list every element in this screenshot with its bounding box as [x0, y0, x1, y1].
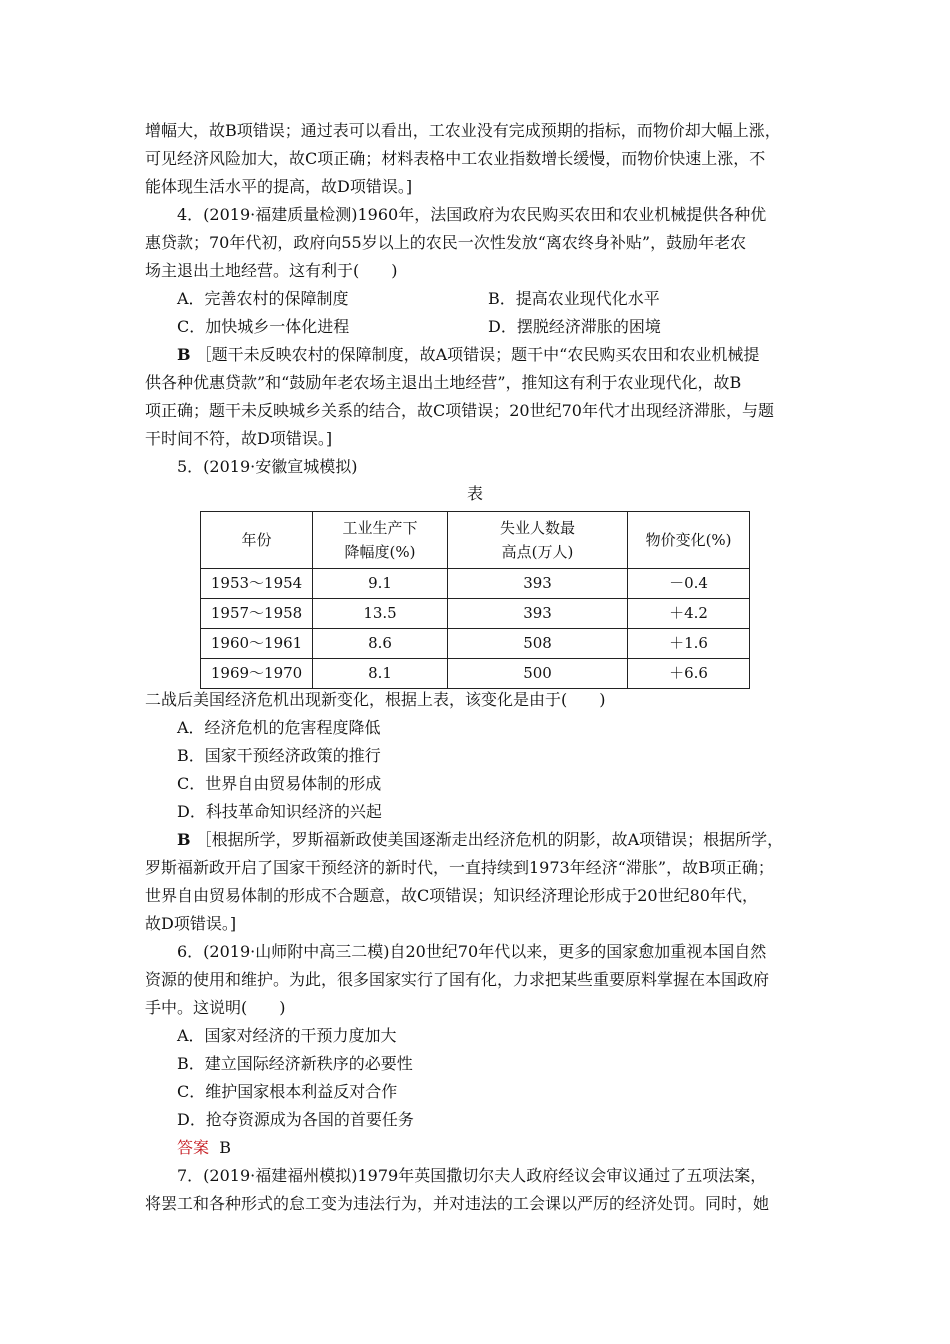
table-cell: 1969～1970 [201, 659, 313, 689]
table-cell: ＋1.6 [628, 629, 750, 659]
table-cell: 393 [447, 599, 627, 629]
table-cell: －0.4 [628, 569, 750, 599]
q4-option-b: B．提高农业现代化水平 [488, 289, 660, 308]
table-cell: 1953～1954 [201, 569, 313, 599]
table-cell: 1960～1961 [201, 629, 313, 659]
q6-option-c: C．维护国家根本利益反对合作 [177, 1082, 398, 1101]
table-cell: 13.5 [313, 599, 448, 629]
table-header-row [201, 512, 750, 569]
q6-stem: 手中。这说明( ) [145, 998, 286, 1017]
q4-option-a: A．完善农村的保障制度 [177, 289, 349, 308]
table-row [201, 599, 750, 629]
table-cell: 9.1 [313, 569, 448, 599]
table-cell: 8.1 [313, 659, 448, 689]
q6-answer: B [219, 1138, 231, 1157]
q4-stem: 4．(2019·福建质量检测)1960年，法国政府为农民购买农田和农业机械提供各种优 [177, 205, 767, 224]
q6-stem: 资源的使用和维护。为此，很多国家实行了国有化，力求把某些重要原料掌握在本国政府 [145, 970, 770, 989]
q5-answer: B [177, 830, 191, 849]
q4-answer: B [177, 345, 191, 364]
table-cell: ＋4.2 [628, 599, 750, 629]
table-cell: 1957～1958 [201, 599, 313, 629]
q4-stem: 惠贷款；70年代初，政府向55岁以上的农民一次性发放“离农终身补贴”，鼓励年老农 [145, 233, 747, 252]
q6-answer-line [177, 1134, 231, 1162]
q5-option-d: D．科技革命知识经济的兴起 [177, 802, 382, 821]
q5-analysis: 罗斯福新政开启了国家干预经济的新时代，一直持续到1973年经济“滞胀”，故B项正确； [145, 858, 774, 877]
data-table [200, 511, 750, 689]
q5-stem: 5．(2019·安徽宣城模拟) [177, 457, 358, 476]
q6-option-a: A．国家对经济的干预力度加大 [177, 1026, 397, 1045]
q6-option-d: D．抢夺资源成为各国的首要任务 [177, 1110, 414, 1129]
table-header-cell: 失业人数最 高点(万人) [447, 512, 627, 569]
q4-stem: 场主退出土地经营。这有利于( ) [145, 261, 398, 280]
text-line: 能体现生活水平的提高，故D项错误。] [145, 177, 413, 196]
table-cell: ＋6.6 [628, 659, 750, 689]
q5-option-a: A．经济危机的危害程度降低 [177, 718, 381, 737]
table-row [201, 659, 750, 689]
q5-analysis [177, 826, 783, 854]
text-line: 增幅大，故B项错误；通过表可以看出，工农业没有完成预期的指标，而物价却大幅上涨， [145, 121, 781, 140]
q5-analysis: 故D项错误。] [145, 914, 237, 933]
answer-label: 答案 [177, 1138, 210, 1157]
q5-option-c: C．世界自由贸易体制的形成 [177, 774, 382, 793]
table-cell: 8.6 [313, 629, 448, 659]
q5-analysis-text: ［根据所学，罗斯福新政使美国逐渐走出经济危机的阴影，故A项错误；根据所学， [195, 830, 784, 849]
q6-option-b: B．建立国际经济新秩序的必要性 [177, 1054, 413, 1073]
text-line: 可见经济风险加大，故C项正确；材料表格中工农业指数增长缓慢，而物价快速上涨，不 [145, 149, 766, 168]
q4-analysis: 干时间不符，故D项错误。] [145, 429, 333, 448]
q4-option-d: D．摆脱经济滞胀的困境 [488, 317, 661, 336]
q4-option-row [177, 285, 349, 313]
q4-analysis [177, 341, 759, 369]
q4-analysis: 供各种优惠贷款”和“鼓励年老农场主退出土地经营”，推知这有利于农业现代化，故B [145, 373, 742, 392]
q5-question: 二战后美国经济危机出现新变化，根据上表，该变化是由于( ) [145, 690, 606, 709]
table-header-cell: 工业生产下 降幅度(%) [313, 512, 448, 569]
q5-analysis: 世界自由贸易体制的形成不合题意，故C项错误；知识经济理论形成于20世纪80年代， [145, 886, 758, 905]
q7-stem: 7．(2019·福建福州模拟)1979年英国撒切尔夫人政府经议会审议通过了五项法案， [177, 1166, 767, 1185]
table-row [201, 569, 750, 599]
q4-option-c: C．加快城乡一体化进程 [177, 317, 350, 336]
table-row [201, 629, 750, 659]
table-title: 表 [466, 484, 483, 503]
table-cell: 393 [447, 569, 627, 599]
q6-stem: 6．(2019·山师附中高三二模)自20世纪70年代以来，更多的国家愈加重视本国自然 [177, 942, 767, 961]
q5-option-b: B．国家干预经济政策的推行 [177, 746, 381, 765]
table-header-cell: 年份 [201, 512, 313, 569]
table-header-cell: 物价变化(%) [628, 512, 750, 569]
q4-analysis-text: ［题干未反映农村的保障制度，故A项错误；题干中“农民购买农田和农业机械提 [195, 345, 760, 364]
q7-stem: 将罢工和各种形式的怠工变为违法行为，并对违法的工会课以严厉的经济处罚。同时，她 [145, 1194, 770, 1213]
table-cell: 500 [447, 659, 627, 689]
q4-analysis: 项正确；题干未反映城乡关系的结合，故C项错误；20世纪70年代才出现经济滞胀，与题 [145, 401, 774, 420]
table-cell: 508 [447, 629, 627, 659]
